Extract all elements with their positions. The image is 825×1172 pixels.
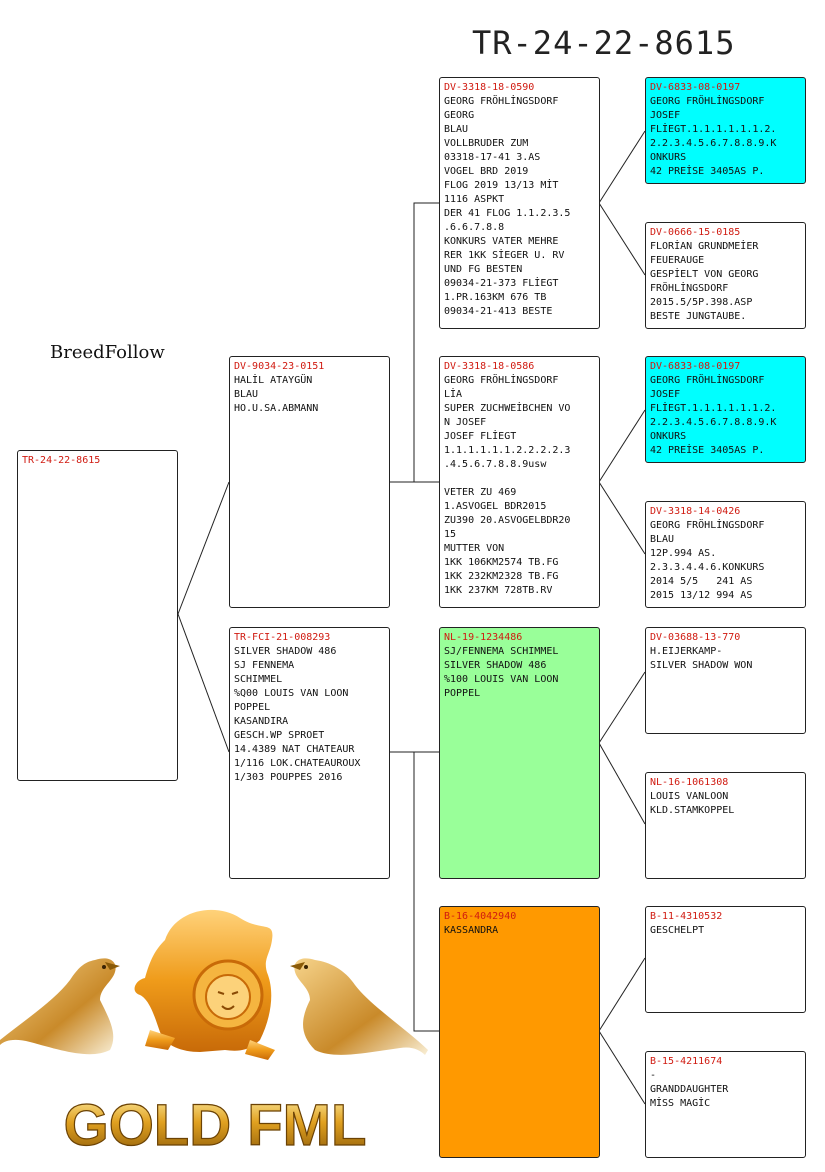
right-pigeon-icon bbox=[290, 958, 428, 1055]
ring-number: DV-9034-23-0151 bbox=[234, 361, 325, 372]
pedigree-card-ddd[interactable] bbox=[645, 1051, 806, 1158]
pedigree-card-sds[interactable] bbox=[645, 356, 806, 463]
pedigree-card-dam[interactable] bbox=[229, 627, 390, 879]
ring-number: TR-24-22-8615 bbox=[22, 455, 101, 466]
pedigree-card-sdd[interactable] bbox=[645, 501, 806, 608]
gold-fml-logo bbox=[0, 900, 430, 1165]
pedigree-card-subject[interactable] bbox=[17, 450, 178, 781]
card-notes: SILVER SHADOW 486 SJ FENNEMA SCHIMMEL %Q00 LOUIS VAN LOON POPPEL KASANDIRA GESCH.WP SPROET 14.4389 NAT CHATEAUR 1/116 LOK.CHATEAUROUX 1/303 POUPPES 2016 bbox=[234, 646, 361, 783]
ring-number: B-15-4211674 bbox=[650, 1056, 723, 1067]
card-notes: - GRANDDAUGHTER MİSS MAGİC bbox=[650, 1070, 729, 1109]
ring-number: NL-16-1061308 bbox=[650, 777, 729, 788]
pedigree-card-sire-dam[interactable] bbox=[439, 356, 600, 608]
card-notes: HALİL ATAYGÜN BLAU HO.U.SA.ABMANN bbox=[234, 375, 319, 414]
card-notes: KASSANDRA bbox=[444, 925, 499, 936]
ring-number: DV-03688-13-770 bbox=[650, 632, 741, 643]
pedigree-card-sss[interactable] bbox=[645, 77, 806, 184]
pedigree-card-sire[interactable] bbox=[229, 356, 390, 608]
ring-number: DV-0666-15-0185 bbox=[650, 227, 741, 238]
card-notes: GEORG FRÖHLİNGSDORF LİA SUPER ZUCHWEİBCHEN VO N JOSEF JOSEF FLİEGT 1.1.1.1.1.1.2.2.2.2.3 .4.5.6.7.8.8.9usw VETER ZU 469 1.ASVOGEL BDR2015 ZU390 20.ASVOGELBDR20 15 MUTTER VON 1KK 106KM2574 TB.FG 1KK 232KM2328 TB.FG 1KK 237KM 728TB.RV bbox=[444, 375, 571, 596]
pedigree-card-sire-sire[interactable] bbox=[439, 77, 600, 329]
page-title: TR-24-22-8615 bbox=[472, 24, 736, 62]
ring-number: DV-3318-18-0586 bbox=[444, 361, 535, 372]
pedigree-card-dsd[interactable] bbox=[645, 772, 806, 879]
pedigree-card-dam-sire[interactable] bbox=[439, 627, 600, 879]
ring-number: DV-3318-14-0426 bbox=[650, 506, 741, 517]
lion-icon bbox=[135, 910, 275, 1060]
card-notes: H.EIJERKAMP- SILVER SHADOW WON bbox=[650, 646, 753, 671]
card-notes: GEORG FRÖHLİNGSDORF BLAU 12P.994 AS. 2.3.3.4.4.6.KONKURS 2014 5/5 241 AS 2015 13/12 994 AS bbox=[650, 520, 765, 601]
card-notes: SJ/FENNEMA SCHIMMEL SILVER SHADOW 486 %100 LOUIS VAN LOON POPPEL bbox=[444, 646, 559, 699]
ring-number: NL-19-1234486 bbox=[444, 632, 523, 643]
pedigree-card-ssd[interactable] bbox=[645, 222, 806, 329]
ring-number: DV-6833-08-0197 bbox=[650, 361, 741, 372]
brand-label: BreedFollow bbox=[50, 342, 165, 363]
card-notes: GESCHELPT bbox=[650, 925, 705, 936]
card-notes: GEORG FRÖHLİNGSDORF JOSEF FLİEGT.1.1.1.1.1.1.2. 2.2.3.4.5.6.7.8.8.9.K ONKURS 42 PREİSE 3405AS P. bbox=[650, 375, 777, 456]
card-notes: GEORG FRÖHLİNGSDORF JOSEF FLİEGT.1.1.1.1.1.1.2. 2.2.3.4.5.6.7.8.8.9.K ONKURS 42 PREİSE 3405AS P. bbox=[650, 96, 777, 177]
ring-number: B-16-4042940 bbox=[444, 911, 517, 922]
pedigree-card-dss[interactable] bbox=[645, 627, 806, 734]
logo-wordmark bbox=[64, 1093, 367, 1158]
ring-number: TR-FCI-21-008293 bbox=[234, 632, 331, 643]
left-pigeon-icon bbox=[0, 958, 120, 1054]
ring-number: DV-6833-08-0197 bbox=[650, 82, 741, 93]
ring-number: DV-3318-18-0590 bbox=[444, 82, 535, 93]
card-notes: GEORG FRÖHLİNGSDORF GEORG BLAU VOLLBRUDER ZUM 03318-17-41 3.AS VOGEL BRD 2019 FLOG 2019 13/13 MİT 1116 ASPKT DER 41 FLOG 1.1.2.3.5 .6.6.7.8.8 KONKURS VATER MEHRE RER 1KK SİEGER U. RV UND FG BESTEN 09034-21-373 FLİEGT 1.PR.163KM 676 TB 09034-21-413 BESTE bbox=[444, 96, 571, 317]
pedigree-card-dam-dam[interactable] bbox=[439, 906, 600, 1158]
ring-number: B-11-4310532 bbox=[650, 911, 723, 922]
card-notes: LOUIS VANLOON KLD.STAMKOPPEL bbox=[650, 791, 735, 816]
pedigree-card-dds[interactable] bbox=[645, 906, 806, 1013]
card-notes: FLORİAN GRUNDMEİER FEUERAUGE GESPİELT VON GEORG FRÖHLİNGSDORF 2015.5/5P.398.ASP BESTE JUNGTAUBE. bbox=[650, 241, 759, 322]
svg-text:GOLD FML: GOLD FML bbox=[63, 1093, 367, 1158]
